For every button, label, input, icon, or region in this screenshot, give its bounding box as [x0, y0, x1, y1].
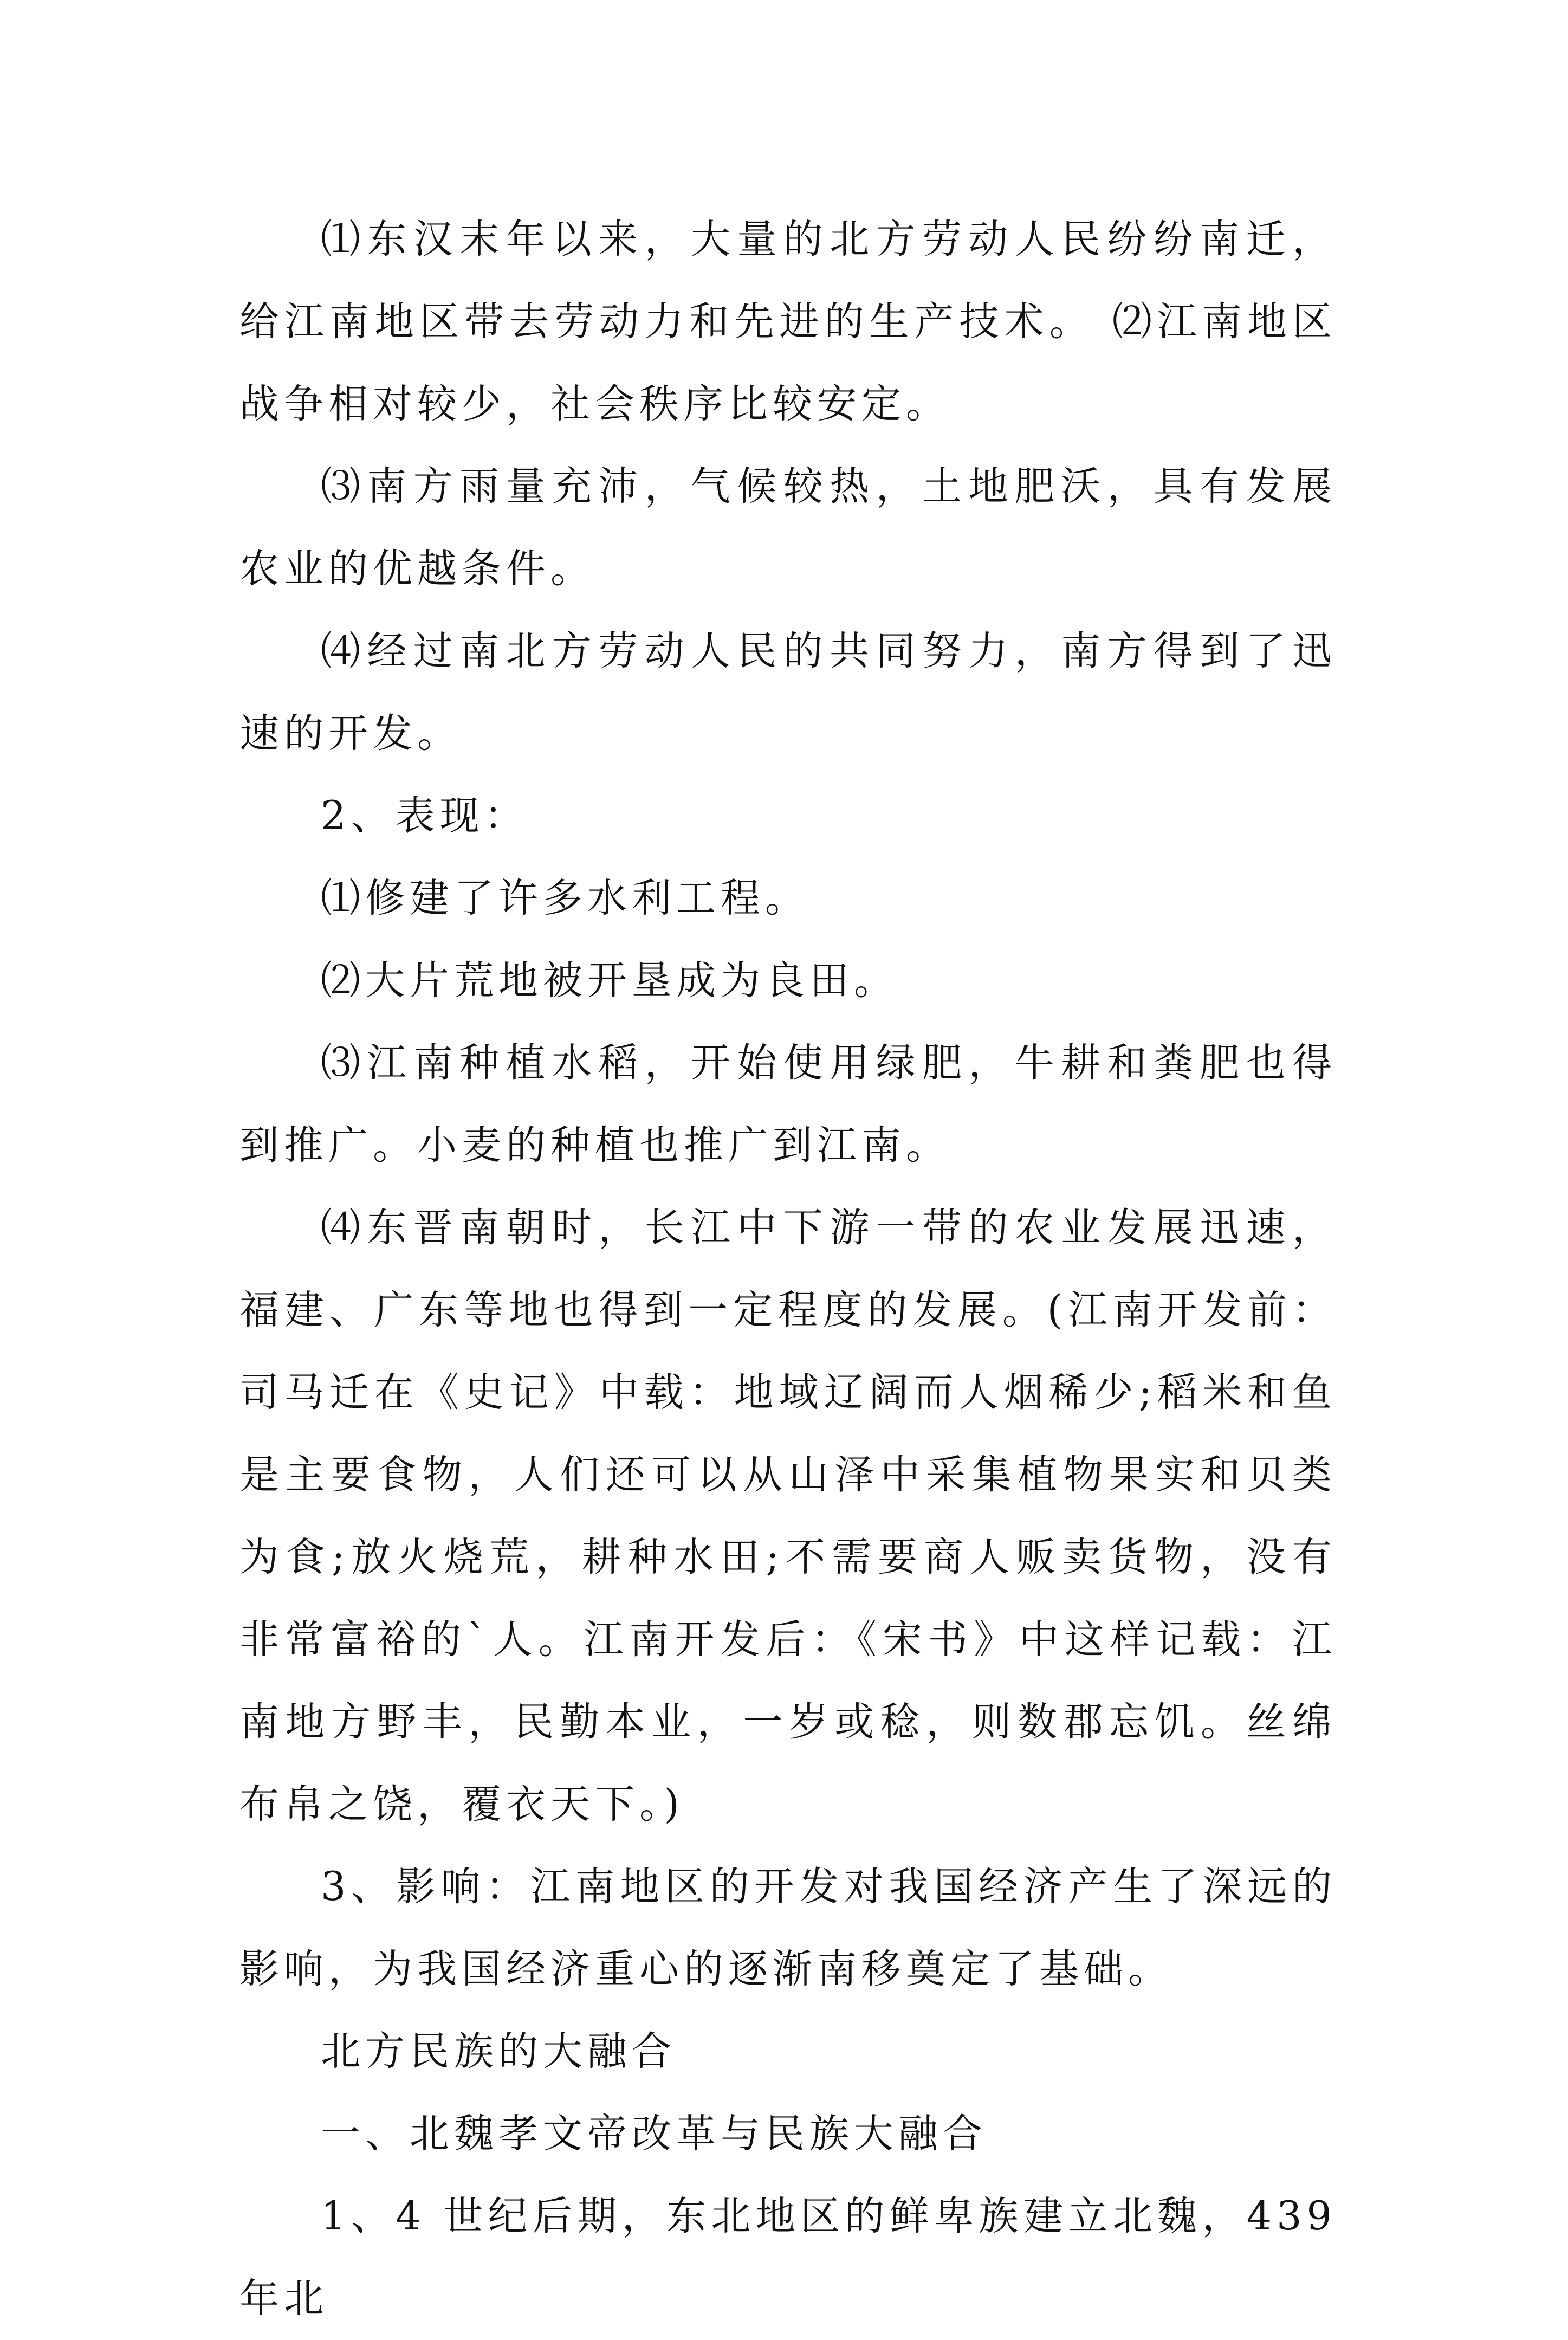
document-body: [239, 198, 1337, 2340]
paragraph-3: ⑷经过南北方劳动人民的共同努力，南方得到了迅速的开发。: [239, 628, 1337, 757]
paragraph-8: ⑷东晋南朝时，长江中下游一带的农业发展迅速，福建、广东等地也得到一定程度的发展。(江南开发前：司马迁在《史记》中载：地域辽阔而人烟稀少;稻米和鱼是主要食物，人们还可以从山泽中采集植物果实和贝类为食;放火烧荒，耕种水田;不需要商人贩卖货物，没有非常富裕的`人。江南开发后：《宋书》中这样记载：江南地方野丰，民勤本业，一岁或稔，则数郡忘饥。丝绵布帛之饶，覆衣天下。): [239, 1205, 1337, 1827]
paragraph-6: ⑵大片荒地被开垦成为良田。: [321, 958, 898, 1004]
paragraph-12: 1、4 世纪后期，东北地区的鲜卑族建立北魏，439 年北: [239, 2193, 1337, 2322]
subsection-heading: 一、北魏孝文帝改革与民族大融合: [321, 2111, 987, 2157]
paragraph-2: ⑶南方雨量充沛，气候较热，土地肥沃，具有发展农业的优越条件。: [239, 463, 1337, 592]
paragraph-7: ⑶江南种植水稻，开始使用绿肥，牛耕和粪肥也得到推广。小麦的种植也推广到江南。: [239, 1040, 1337, 1168]
paragraph-5: ⑴修建了许多水利工程。: [321, 875, 809, 921]
paragraph-1: ⑴东汉末年以来，大量的北方劳动人民纷纷南迁，给江南地区带去劳动力和先进的生产技术。 ⑵江南地区战争相对较少，社会秩序比较安定。: [239, 216, 1337, 427]
paragraph-9: 3、影响：江南地区的开发对我国经济产生了深远的影响，为我国经济重心的逐渐南移奠定了基础。: [239, 1864, 1337, 1992]
section-heading: 北方民族的大融合: [321, 2028, 676, 2074]
paragraph-4: 2、表现：: [321, 793, 529, 839]
